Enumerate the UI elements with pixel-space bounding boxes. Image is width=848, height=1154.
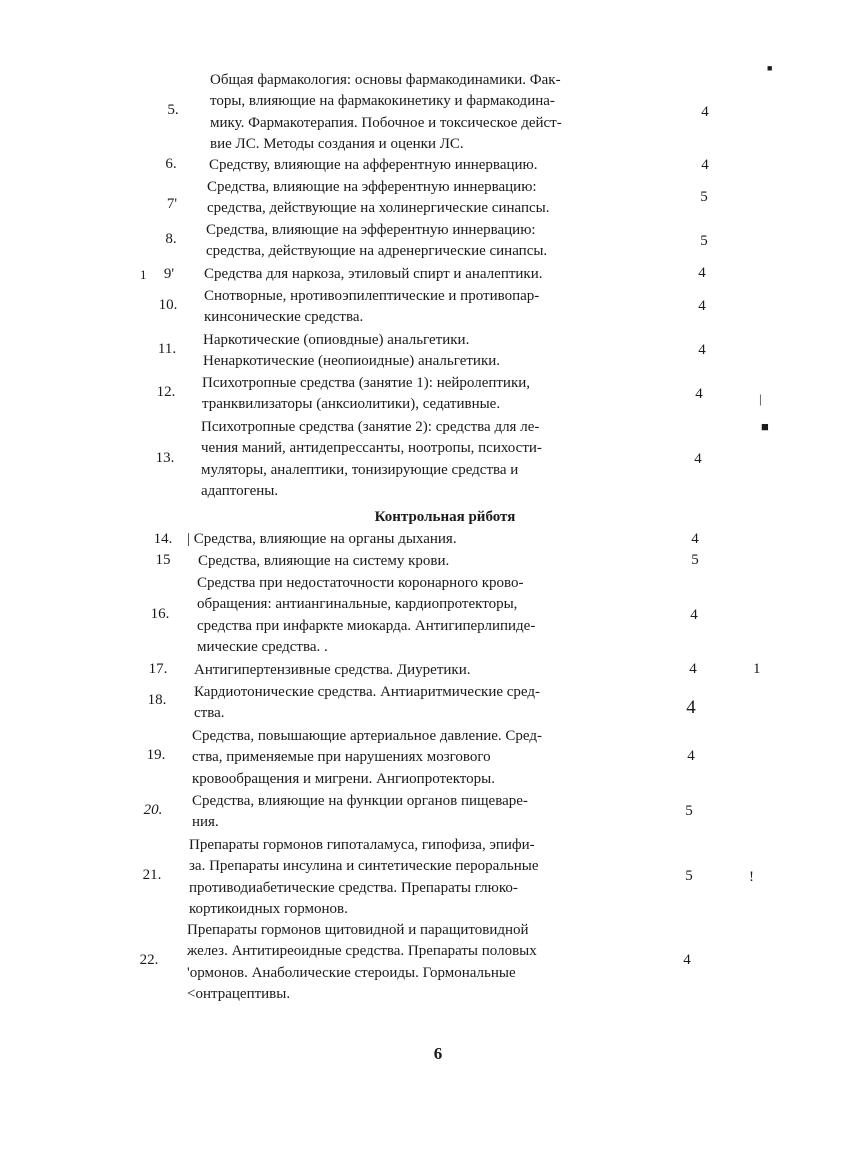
- row-13-text: [201, 417, 542, 503]
- margin-mark-right-row17: 1: [753, 661, 761, 677]
- row-6-hours: 4: [701, 157, 709, 173]
- row-22-hours: 4: [683, 952, 691, 968]
- row-19-line-3: кровообращения и мигрени. Ангиопротекторы.: [192, 770, 495, 787]
- row-6-line-1: Средству, влияющие на афферентную иннервацию.: [209, 157, 538, 173]
- row-9-text: [204, 264, 543, 285]
- row-7-text: [207, 177, 549, 220]
- row-14-text: [187, 529, 457, 550]
- row-18-line-2: ства.: [194, 705, 225, 722]
- row-15-line-1: Средства, влияющие на систему крови.: [198, 553, 450, 569]
- row-10-line-2: кинсонические средства.: [204, 309, 364, 326]
- row-16-text: [197, 573, 535, 659]
- row-11-text: [203, 330, 500, 373]
- page-number: 6: [433, 1044, 443, 1063]
- row-7-number: 7': [166, 196, 178, 212]
- row-11-number: 11.: [157, 341, 177, 357]
- row-11-line-2: Ненаркотические (неопиоидные) анальгетики.: [203, 353, 501, 370]
- row-10-line-1: Снотворные, нротивоэпилептические и противопар-: [204, 288, 540, 304]
- row-19-line-1: Средства, повышающие артериальное давление. Сред-: [192, 728, 542, 744]
- row-19-line-2: ства, применяемые при нарушениях мозгового: [192, 749, 491, 766]
- row-22-line-2: желез. Антитиреоидные средства. Препараты половых: [187, 943, 537, 960]
- row-13-line-2: чения маний, антидепрессанты, ноотропы, психости-: [201, 440, 542, 457]
- row-14-number: 14.: [153, 531, 173, 547]
- row-7-line-1: Средства, влияющие на эфферентную иннервацию:: [207, 179, 537, 195]
- row-9-number: 9': [163, 266, 175, 282]
- row-12-hours: 4: [695, 386, 703, 402]
- row-12-number: 12.: [156, 384, 176, 400]
- square-mark-row13: ■: [761, 419, 769, 434]
- row-5-hours: 4: [701, 104, 709, 120]
- row-21-text: [189, 835, 539, 921]
- row-10-hours: 4: [698, 298, 706, 314]
- row-13-hours: 4: [694, 451, 702, 467]
- row-16-number: 16.: [150, 606, 170, 622]
- row-14-hours: 4: [691, 531, 699, 547]
- row-20-number: 20.: [143, 802, 163, 818]
- row-22-line-1: Препараты гормонов щитовидной и паращитовидной: [187, 922, 529, 938]
- row-17-number: 17.: [148, 661, 168, 677]
- row-12-line-1: Психотропные средства (занятие 1): нейролептики,: [202, 375, 531, 391]
- row-5-text: [210, 70, 562, 156]
- row-16-line-2: обращения: антиангинальные, кардиопротекторы,: [197, 596, 518, 613]
- row-22-number: 22.: [139, 952, 159, 968]
- row-8-text: [206, 220, 547, 263]
- row-21-hours: 5: [685, 868, 693, 884]
- margin-mark-right-row12: |: [759, 391, 762, 406]
- row-5-line-4: вие ЛС. Методы создания и оценки ЛС.: [210, 136, 464, 153]
- row-19-hours: 4: [687, 748, 695, 764]
- row-6-number: 6.: [165, 156, 177, 172]
- row-14-line-1: | Средства, влияющие на органы дыхания.: [187, 531, 457, 547]
- row-18-hours: 4: [686, 697, 696, 718]
- row-20-line-1: Средства, влияющие на функции органов пищеваре-: [192, 793, 528, 809]
- row-10-text: [204, 286, 539, 329]
- row-15-text: [198, 551, 449, 572]
- row-5-number: 5.: [167, 102, 179, 118]
- row-9-line-1: Средства для наркоза, этиловый спирт и аналептики.: [204, 266, 543, 282]
- row-22-line-3: 'ормонов. Анаболические стероиды. Гормональные: [187, 964, 516, 981]
- row-8-line-2: средства, действующие на адренергические синапсы.: [206, 243, 548, 260]
- row-13-number: 13.: [155, 450, 175, 466]
- row-7-hours: 5: [700, 189, 708, 205]
- row-13-line-3: муляторы, аналептики, тонизирующие средства и: [201, 461, 519, 478]
- row-16-line-3: средства при инфаркте миокарда. Антигиперлипиде-: [197, 617, 536, 634]
- row-13-line-1: Психотропные средства (занятие 2): средства для ле-: [201, 419, 540, 435]
- row-17-hours: 4: [689, 661, 697, 677]
- row-16-hours: 4: [690, 607, 698, 623]
- row-21-number: 21.: [142, 867, 162, 883]
- row-21-line-1: Препараты гормонов гипоталамуса, гипофиза, эпифи-: [189, 837, 535, 853]
- row-18-text: [194, 682, 540, 725]
- row-13-line-4: адаптогены.: [201, 483, 279, 500]
- row-21-line-4: кортикоидных гормонов.: [189, 901, 348, 918]
- section-heading: Контрольная рйботя: [374, 509, 516, 525]
- row-5-line-1: Общая фармакология: основы фармакодинамики. Фак-: [210, 72, 561, 88]
- row-20-hours: 5: [685, 803, 693, 819]
- row-21-line-3: противодиабетические средства. Препараты глюко-: [189, 879, 518, 896]
- row-8-number: 8.: [165, 231, 177, 247]
- row-9-hours: 4: [698, 265, 706, 281]
- row-12-text: [202, 373, 530, 416]
- row-7-line-2: средства, действующие на холинергические синапсы.: [207, 200, 550, 217]
- row-17-text: [194, 660, 470, 681]
- margin-mark-left: 1: [140, 267, 147, 282]
- row-18-number: 18.: [147, 692, 167, 708]
- row-8-line-1: Средства, влияющие на эфферентную иннервацию:: [206, 222, 536, 238]
- row-22-text: [187, 920, 537, 1006]
- row-20-text: [192, 791, 528, 834]
- row-16-line-1: Средства при недостаточности коронарного крово-: [197, 575, 524, 591]
- row-19-number: 19.: [146, 747, 166, 763]
- row-20-line-2: ния.: [192, 814, 219, 831]
- row-17-line-1: Антигипертензивные средства. Диуретики.: [194, 662, 471, 678]
- row-8-hours: 5: [700, 233, 708, 249]
- row-11-hours: 4: [698, 342, 706, 358]
- row-15-number: 15: [155, 552, 171, 568]
- margin-mark-right-row21: !: [749, 869, 754, 885]
- row-16-line-4: мические средства. .: [197, 639, 328, 656]
- row-6-text: [209, 155, 537, 176]
- row-11-line-1: Наркотические (опиовдные) анальгетики.: [203, 332, 470, 348]
- row-12-line-2: транквилизаторы (анксиолитики), седативные.: [202, 396, 501, 413]
- row-21-line-2: за. Препараты инсулина и синтетические пероральные: [189, 858, 539, 875]
- square-mark-top: ■: [767, 63, 773, 73]
- row-5-line-3: мику. Фармакотерапия. Побочное и токсическое дейст-: [210, 114, 562, 131]
- row-15-hours: 5: [691, 552, 699, 568]
- row-22-line-4: <онтрацептивы.: [187, 986, 291, 1003]
- row-18-line-1: Кардиотонические средства. Антиаритмические сред-: [194, 684, 541, 700]
- row-5-line-2: торы, влияющие на фармакокинетику и фармакодина-: [210, 93, 555, 110]
- row-10-number: 10.: [158, 297, 178, 313]
- row-19-text: [192, 726, 542, 790]
